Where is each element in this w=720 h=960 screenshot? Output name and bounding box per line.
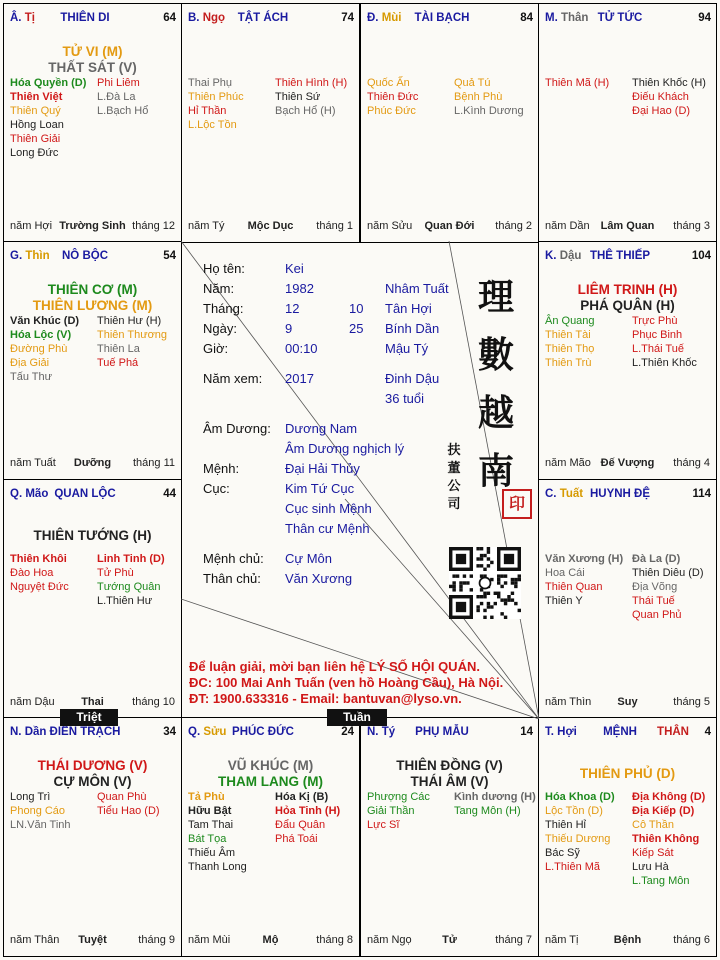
palace-number: 14: [520, 726, 533, 738]
footer-month: tháng 12: [132, 220, 175, 232]
palace-branch: Đ. Mùi: [367, 12, 402, 24]
minor-star: Hồng Loan: [10, 119, 64, 131]
footer-stage: Dưỡng: [73, 457, 112, 469]
minor-star: Phúc Đức: [367, 105, 416, 117]
minor-star: Hỉ Thần: [188, 105, 227, 117]
minor-star: Tam Thai: [188, 819, 234, 831]
than-chu-label: Thân chủ:: [203, 571, 261, 586]
minor-star: Thiên Khôi: [10, 553, 67, 565]
day-can-chi: Bính Dần: [385, 321, 440, 336]
footer-month: tháng 8: [316, 934, 353, 946]
minor-star: L.Lộc Tồn: [188, 119, 237, 131]
minor-star: Cô Thần: [632, 819, 674, 831]
year-label: Năm:: [203, 281, 235, 296]
palace-branch: C. Tuất: [545, 488, 584, 500]
palace-branch: T. Hợi: [545, 726, 577, 738]
minor-star: Điếu Khách: [632, 91, 689, 103]
palace-footer: [10, 696, 175, 710]
view-year-can-chi: Đinh Dậu: [385, 371, 440, 386]
right-star-column: [454, 76, 524, 118]
minor-star: Quan Phủ: [632, 609, 682, 621]
minor-star: Kình dương (H): [454, 791, 536, 803]
footer-year: năm Hợi: [10, 220, 53, 232]
contact-line-2: ĐC: 100 Mai Anh Tuấn (ven hồ Hoàng Cầu), Hà Nội.: [189, 675, 504, 690]
minor-star: Văn Khúc (D): [10, 315, 80, 327]
minor-star: Thiên Sứ: [275, 91, 321, 103]
calligraphy-char: 理: [477, 276, 514, 318]
palace-branch: M. Thân: [545, 12, 589, 24]
am-duong-note: Âm Dương nghịch lý: [285, 441, 405, 456]
palace-cell: [538, 479, 717, 719]
minor-star: Phá Toái: [275, 833, 318, 845]
right-star-column: [275, 76, 347, 118]
footer-stage: Trường Sinh: [59, 220, 126, 232]
minor-star: Ân Quang: [545, 315, 595, 327]
palace-footer: [10, 457, 175, 471]
footer-stage: Mộc Dục: [247, 220, 294, 232]
palace-footer: [10, 220, 175, 234]
palace-header: [10, 726, 176, 740]
palace-number: 24: [341, 726, 354, 738]
minor-star: Bác Sỹ: [545, 847, 580, 859]
palace-branch: K. Dậu: [545, 250, 582, 262]
main-star: LIÊM TRINH (H): [577, 282, 678, 297]
cuc-value: Kim Tứ Cục: [285, 481, 355, 496]
palace-header: [188, 12, 354, 26]
minor-star: Lực Sĩ: [367, 819, 400, 831]
palace-footer: [545, 220, 710, 234]
palace-name: TỬ TỨC: [597, 12, 643, 24]
month-value: 12: [285, 301, 300, 316]
minor-star: Tướng Quân: [97, 581, 161, 593]
minor-star: Bạch Hổ (H): [275, 105, 336, 117]
main-star: THIÊN PHỦ (D): [579, 766, 676, 781]
minor-star: Thiên Giải: [10, 133, 61, 145]
palace-cell: [181, 3, 360, 243]
palace-footer: [188, 934, 353, 948]
palace-number: 94: [698, 12, 711, 24]
left-star-column: [10, 552, 69, 594]
footer-year: năm Mùi: [188, 934, 231, 946]
minor-star: Phục Binh: [632, 329, 683, 341]
palace-number: 64: [163, 12, 176, 24]
palace-cell: [538, 3, 717, 243]
footer-year: năm Dần: [545, 220, 590, 232]
main-star: PHÁ QUÂN (H): [580, 298, 675, 313]
menh-chu-label: Mệnh chủ:: [203, 551, 264, 566]
minor-star: Hóa Lộc (V): [10, 329, 72, 341]
minor-star: Quả Tú: [454, 77, 491, 89]
palace-header: [545, 250, 711, 264]
footer-year: năm Mão: [545, 457, 591, 469]
palace-branch: Â. Tị: [10, 12, 35, 24]
minor-star: Thiên Hình (H): [275, 77, 348, 89]
main-star: THAM LANG (M): [218, 774, 323, 789]
palace-cell: [360, 717, 539, 957]
calligraphy-char: 南: [477, 450, 514, 492]
minor-star: Thiên Tài: [545, 329, 591, 341]
calligraphy-small-char: 公: [447, 479, 461, 494]
right-star-column: [632, 76, 706, 118]
minor-star: Thiếu Âm: [188, 847, 236, 859]
footer-year: năm Ngọ: [367, 934, 412, 946]
main-star: THIÊN ĐỒNG (V): [396, 758, 503, 773]
footer-stage: Mộ: [262, 934, 279, 946]
left-star-column: [10, 76, 86, 160]
palace-branch: Q. Sửu: [188, 726, 227, 738]
main-star: THÁI DƯƠNG (V): [37, 758, 148, 773]
palace-header: [545, 726, 711, 740]
palace-branch: B. Ngọ: [188, 12, 226, 24]
day-value: 9: [285, 321, 293, 336]
month-can-chi: Tân Hợi: [385, 301, 432, 316]
minor-star: Địa Không (D): [632, 791, 706, 803]
footer-month: tháng 9: [138, 934, 175, 946]
palace-number: 74: [341, 12, 354, 24]
hour-label: Giờ:: [203, 341, 229, 356]
palace-footer: [10, 934, 175, 948]
minor-star: Tấu Thư: [10, 371, 53, 383]
minor-star: L.Thiên Hư: [97, 595, 153, 607]
left-star-column: [545, 76, 609, 90]
palace-name: HUYNH ĐỆ: [589, 488, 651, 500]
minor-star: Hóa Kị (B): [275, 791, 329, 803]
footer-stage: Suy: [617, 696, 638, 708]
contact-line-3: ĐT: 1900.633316 - Email: bantuvan@lyso.vn.: [189, 691, 462, 706]
main-star: CỰ MÔN (V): [53, 774, 132, 789]
palace-number: 34: [163, 726, 176, 738]
triet-tag: Triệt: [60, 709, 118, 726]
palace-number: 4: [704, 726, 711, 738]
minor-star: Linh Tinh (D): [97, 553, 165, 565]
minor-star: Thiên Việt: [10, 91, 63, 103]
hour-value: 00:10: [285, 341, 318, 356]
minor-star: Đà La (D): [632, 553, 681, 565]
minor-star: Phong Cáo: [10, 805, 66, 817]
minor-star: Thiên Thọ: [545, 343, 595, 355]
palace-header: [10, 12, 176, 26]
main-star: THIÊN TƯỚNG (H): [33, 528, 152, 543]
am-duong-label: Âm Dương:: [203, 421, 271, 436]
footer-stage: Thai: [81, 696, 104, 708]
footer-month: tháng 3: [673, 220, 710, 232]
right-star-column: [97, 552, 165, 608]
footer-stage: Tử: [442, 934, 457, 946]
minor-star: Tuế Phá: [97, 357, 139, 369]
palace-header: [10, 488, 176, 502]
footer-month: tháng 5: [673, 696, 710, 708]
palace-name: THÊ THIẾP: [589, 250, 651, 262]
footer-year: năm Sửu: [367, 220, 413, 232]
minor-star: L.Thiên Khốc: [632, 357, 697, 369]
minor-star: Lưu Hà: [632, 861, 669, 873]
calligraphy-small-char: 扶: [447, 443, 461, 458]
right-star-column: [97, 790, 160, 818]
calligraphy-small-char: 董: [447, 461, 461, 476]
minor-star: Nguyệt Đức: [10, 581, 69, 593]
palace-footer: [545, 457, 710, 471]
hour-can-chi: Mậu Tý: [385, 341, 429, 356]
left-star-column: [10, 790, 71, 832]
main-star: TỬ VI (M): [62, 44, 123, 59]
palace-cell: [538, 241, 717, 480]
view-year-label: Năm xem:: [203, 371, 263, 386]
right-star-column: [97, 76, 148, 118]
minor-star: Thiên Mã (H): [545, 77, 610, 89]
calligraphy-logo: [447, 276, 525, 537]
minor-star: Địa Giải: [10, 357, 50, 369]
left-star-column: [188, 790, 247, 874]
palace-footer: [545, 696, 710, 710]
minor-star: Tiểu Hao (D): [97, 805, 160, 817]
view-year-value: 2017: [285, 371, 314, 386]
minor-star: Lộc Tồn (D): [545, 805, 603, 817]
menh-value: Đại Hải Thủy: [285, 461, 360, 476]
minor-star: Hóa Khoa (D): [545, 791, 615, 803]
footer-stage: Bệnh: [613, 934, 642, 946]
menh-chu-value: Cự Môn: [285, 551, 332, 566]
minor-star: L.Đà La: [97, 91, 136, 103]
minor-star: L.Tang Môn: [632, 875, 690, 887]
minor-star: Đường Phù: [10, 343, 68, 355]
red-seal-stamp: 印: [502, 489, 532, 519]
palace-cell: [538, 717, 717, 957]
minor-star: Thiên Hỉ: [545, 819, 586, 831]
minor-star: Hỏa Tinh (H): [275, 805, 341, 817]
minor-star: Thai Phụ: [188, 77, 233, 89]
palace-name: MỆNH: [603, 726, 637, 738]
minor-star: Đẩu Quân: [275, 819, 326, 831]
minor-star: Kiếp Sát: [632, 847, 674, 859]
cuc-note-2: Thân cư Mệnh: [285, 521, 370, 536]
minor-star: Thiếu Dương: [545, 833, 611, 845]
minor-star: Phi Liêm: [97, 77, 140, 89]
palace-number: 104: [691, 250, 711, 262]
minor-star: Thiên Khốc (H): [632, 77, 706, 89]
minor-star: Đào Hoa: [10, 567, 54, 579]
minor-star: L.Kình Dương: [454, 105, 524, 117]
day-label: Ngày:: [203, 321, 237, 336]
minor-star: Thiên Trù: [545, 357, 592, 369]
minor-star: Thiên Quan: [545, 581, 603, 593]
footer-year: năm Tý: [188, 220, 225, 232]
minor-star: Tử Phù: [97, 567, 134, 579]
palace-header: [545, 488, 711, 502]
footer-month: tháng 7: [495, 934, 532, 946]
right-star-column: [632, 790, 705, 888]
minor-star: Văn Xương (H): [545, 553, 624, 565]
footer-stage: Quan Đới: [424, 220, 475, 232]
left-star-column: [367, 76, 418, 118]
main-star: THIÊN LƯƠNG (M): [32, 298, 153, 313]
palace-name: THIÊN DI: [60, 12, 110, 24]
minor-star: Quốc Ấn: [367, 77, 410, 89]
palace-footer: [367, 934, 532, 948]
minor-star: Thiên Phúc: [188, 91, 244, 103]
right-star-column: [97, 314, 167, 370]
minor-star: Hoa Cái: [545, 567, 585, 579]
palace-name: NÔ BỘC: [62, 250, 108, 262]
calligraphy-small-char: 司: [447, 497, 461, 512]
palace-branch: N. Tý: [367, 726, 396, 738]
footer-year: năm Thìn: [545, 696, 592, 708]
menh-label: Mệnh:: [203, 461, 240, 476]
palace-footer: [188, 220, 353, 234]
month-lunar: 10: [349, 301, 364, 316]
main-star: VŨ KHÚC (M): [227, 758, 314, 773]
right-star-column: [454, 790, 536, 818]
year-value: 1982: [285, 281, 314, 296]
palace-name: TÀI BẠCH: [414, 12, 470, 24]
minor-star: Quan Phù: [97, 791, 147, 803]
minor-star: Giải Thần: [367, 805, 415, 817]
minor-star: Tả Phù: [188, 791, 225, 803]
minor-star: L.Thiên Mã: [545, 861, 601, 873]
palace-name: PHỤ MẪU: [415, 726, 469, 738]
minor-star: Địa Võng: [632, 581, 678, 593]
palace-header: [367, 726, 533, 740]
right-star-column: [632, 314, 697, 370]
footer-month: tháng 10: [132, 696, 175, 708]
than-marker: THÂN: [657, 726, 689, 738]
minor-star: Thiên Thương: [97, 329, 168, 341]
palace-cell: [3, 479, 182, 719]
palace-branch: N. Dần: [10, 726, 47, 738]
contact-line-1: Để luận giải, mời bạn liên hệ LÝ SỐ HỘI QUÁN.: [189, 659, 480, 674]
minor-star: Bệnh Phù: [454, 91, 503, 103]
right-star-column: [275, 790, 340, 846]
minor-star: Thiên Y: [545, 595, 583, 607]
footer-year: năm Tuất: [10, 457, 56, 469]
main-star: THÁI ÂM (V): [410, 774, 489, 789]
left-star-column: [10, 314, 79, 384]
palace-footer: [545, 934, 710, 948]
tuan-tag: Tuần: [327, 709, 387, 726]
am-duong-value: Dương Nam: [285, 421, 358, 436]
minor-star: Thanh Long: [188, 861, 247, 873]
minor-star: Đại Hao (D): [632, 105, 691, 117]
footer-month: tháng 6: [673, 934, 710, 946]
left-star-column: [545, 314, 595, 370]
palace-cell: [181, 717, 360, 957]
footer-year: năm Thân: [10, 934, 60, 946]
palace-name: TẬT ÁCH: [237, 12, 289, 24]
minor-star: Long Trì: [10, 791, 51, 803]
minor-star: Thiên Không: [632, 833, 700, 845]
minor-star: L.Thái Tuế: [632, 343, 684, 355]
qr-code: [449, 547, 521, 619]
right-star-column: [632, 552, 704, 622]
minor-star: Thiên Đức: [367, 91, 419, 103]
month-label: Tháng:: [203, 301, 244, 316]
palace-number: 54: [163, 250, 176, 262]
palace-branch: G. Thìn: [10, 250, 50, 262]
palace-number: 114: [692, 488, 711, 500]
minor-star: Bát Tọa: [188, 833, 227, 845]
footer-month: tháng 11: [132, 457, 175, 469]
footer-year: năm Dậu: [10, 696, 55, 708]
footer-stage: Tuyệt: [78, 934, 107, 946]
palace-branch: Q. Mão: [10, 488, 49, 500]
minor-star: Tang Môn (H): [454, 805, 521, 817]
palace-footer: [367, 220, 532, 234]
footer-month: tháng 2: [495, 220, 532, 232]
palace-header: [545, 12, 711, 26]
minor-star: Long Đức: [10, 147, 59, 159]
palace-number: 44: [163, 488, 176, 500]
palace-header: [188, 726, 354, 740]
minor-star: Thiên Quý: [10, 105, 61, 117]
main-star: THIÊN CƠ (M): [47, 282, 138, 297]
footer-stage: Đế Vượng: [600, 457, 655, 469]
palace-cell: [3, 3, 182, 243]
minor-star: L.Bạch Hổ: [97, 105, 149, 117]
name-label: Họ tên:: [203, 261, 245, 276]
cuc-note-1: Cục sinh Mệnh: [285, 501, 372, 516]
minor-star: Địa Kiếp (D): [632, 805, 695, 817]
left-star-column: [188, 76, 244, 132]
palace-cell: [3, 717, 182, 957]
minor-star: Thiên La: [97, 343, 140, 355]
left-star-column: [367, 790, 430, 832]
palace-number: 84: [520, 12, 533, 24]
minor-star: Thái Tuế: [632, 595, 675, 607]
palace-header: [10, 250, 176, 264]
cuc-label: Cục:: [203, 481, 230, 496]
palace-cell: [3, 241, 182, 480]
left-star-column: [545, 552, 623, 608]
minor-star: Thiên Hư (H): [97, 315, 162, 327]
left-star-column: [545, 790, 615, 874]
age-value: 36 tuổi: [385, 391, 425, 406]
minor-star: LN.Văn Tinh: [10, 819, 71, 831]
center-info-panel: [181, 241, 539, 719]
footer-month: tháng 4: [673, 457, 710, 469]
day-lunar: 25: [349, 321, 364, 336]
than-chu-value: Văn Xương: [285, 571, 353, 586]
minor-star: Hóa Quyền (D): [10, 77, 87, 89]
minor-star: Trực Phù: [632, 315, 678, 327]
name-value: Kei: [285, 261, 304, 276]
minor-star: Hữu Bật: [188, 805, 232, 817]
minor-star: Thiên Diêu (D): [632, 567, 704, 579]
footer-month: tháng 1: [316, 220, 353, 232]
calligraphy-char: 越: [477, 392, 514, 434]
footer-stage: Lâm Quan: [600, 220, 655, 232]
palace-name: PHÚC ĐỨC: [232, 726, 294, 738]
calligraphy-char: 數: [477, 334, 514, 376]
minor-star: Phượng Các: [367, 791, 430, 803]
palace-name: QUAN LỘC: [54, 488, 116, 500]
palace-name: ĐIỀN TRẠCH: [49, 726, 121, 738]
palace-cell: [360, 3, 539, 243]
palace-header: [367, 12, 533, 26]
main-star: THẤT SÁT (V): [48, 60, 137, 75]
footer-year: năm Tị: [545, 934, 579, 946]
year-can-chi: Nhâm Tuất: [385, 281, 449, 296]
